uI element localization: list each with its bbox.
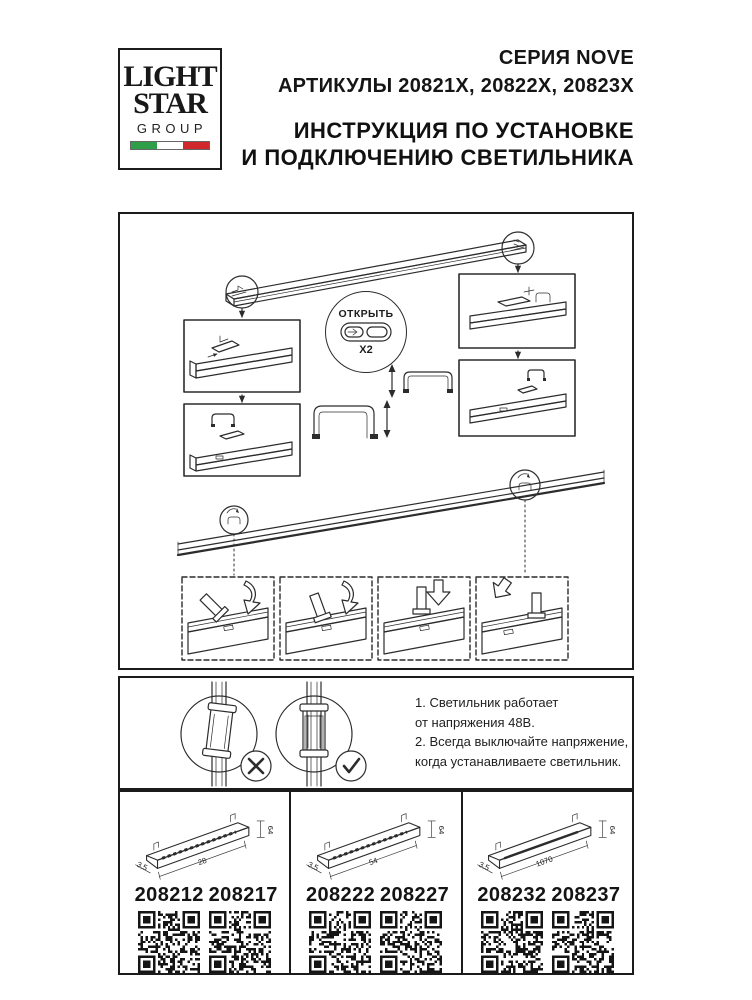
logo-word-light: LIGHT	[123, 60, 217, 93]
wrong-connection-diagram	[181, 682, 271, 786]
qr-code	[552, 911, 614, 973]
dim-length: 1070	[534, 854, 555, 869]
luminaire-drawing-small	[125, 799, 285, 883]
products-panel	[118, 790, 634, 975]
warning-line: от напряжения 48В.	[415, 714, 535, 730]
header-text	[241, 44, 634, 171]
detail-box-clip-on-track	[459, 274, 575, 348]
doc-title	[241, 117, 634, 171]
dim-length: 54	[367, 855, 379, 868]
warning-line: 1. Светильник работает	[415, 695, 559, 710]
callout-circle-right	[502, 232, 534, 272]
open-instruction-badge	[325, 291, 407, 373]
article-number: 208222	[305, 884, 376, 906]
product-column-3	[463, 792, 632, 973]
doc-title-line1: ИНСТРУКЦИЯ ПО УСТАНОВКЕ	[293, 118, 634, 143]
logo-word-star: STAR	[133, 87, 207, 120]
qr-code	[481, 911, 543, 973]
product-column-2	[289, 792, 462, 973]
installation-diagram-panel	[118, 212, 634, 670]
warning-line: 2. Всегда выключайте напряжение,	[415, 734, 629, 749]
luminaire-drawing-medium	[296, 799, 456, 883]
luminaire-drawing-long	[467, 799, 627, 883]
step-box-2	[280, 577, 372, 660]
callout-circle-clip-left	[220, 506, 248, 575]
dim-depth: 3,5	[306, 859, 320, 873]
italian-flag-icon	[130, 141, 210, 150]
logo-word-group: GROUP	[136, 121, 208, 136]
warning-line: когда устанавливаете светильник.	[415, 753, 622, 769]
qr-code	[138, 911, 200, 973]
u-clip-icon-upper	[389, 364, 454, 398]
flag-white	[157, 142, 183, 149]
dim-depth: 3,5	[135, 859, 149, 873]
flag-green	[131, 142, 157, 149]
article-number: 208237	[551, 884, 621, 906]
lightstar-logo	[118, 48, 222, 170]
open-count-label: X2	[359, 344, 373, 356]
qr-codes	[309, 911, 442, 973]
qr-codes	[481, 911, 614, 973]
dim-height: 64	[608, 825, 618, 835]
u-clip-icon-lower	[312, 400, 391, 439]
alignment-diagrams	[120, 678, 420, 788]
warnings-panel	[118, 676, 634, 790]
qr-code	[209, 911, 271, 973]
detail-box-clip-release	[184, 320, 300, 392]
qr-code	[380, 911, 442, 973]
flag-red	[183, 142, 209, 149]
qr-codes	[138, 911, 271, 973]
dim-depth: 3,5	[477, 859, 492, 873]
article-number: 208232	[477, 884, 547, 906]
open-label: ОТКРЫТЬ	[338, 308, 394, 320]
correct-connection-diagram	[276, 682, 366, 786]
step-box-3	[378, 577, 470, 660]
doc-title-line2: И ПОДКЛЮЧЕНИЮ СВЕТИЛЬНИКА	[241, 145, 634, 170]
detail-box-bracket-lifted	[459, 360, 575, 436]
product-column-1	[120, 792, 289, 973]
warnings-text	[415, 693, 630, 771]
series-title: СЕРИЯ NOVE	[498, 47, 634, 69]
qr-code	[309, 911, 371, 973]
article-number: 208217	[208, 884, 278, 906]
article-numbers	[134, 884, 278, 907]
dim-height: 64	[265, 825, 275, 835]
slide-to-open-icon	[340, 322, 392, 342]
detail-box-clip-removed	[184, 404, 300, 476]
installation-line-art	[120, 214, 632, 668]
article-numbers	[305, 884, 450, 907]
dim-length: 28	[196, 855, 208, 868]
step-box-1	[182, 577, 274, 660]
article-number: 208212	[134, 884, 204, 906]
article-number: 208227	[379, 884, 450, 906]
article-numbers	[477, 884, 621, 907]
step-box-4	[476, 574, 568, 660]
dim-height: 64	[436, 825, 446, 835]
articles-line: АРТИКУЛЫ 20821X, 20822X, 20823X	[277, 75, 634, 97]
